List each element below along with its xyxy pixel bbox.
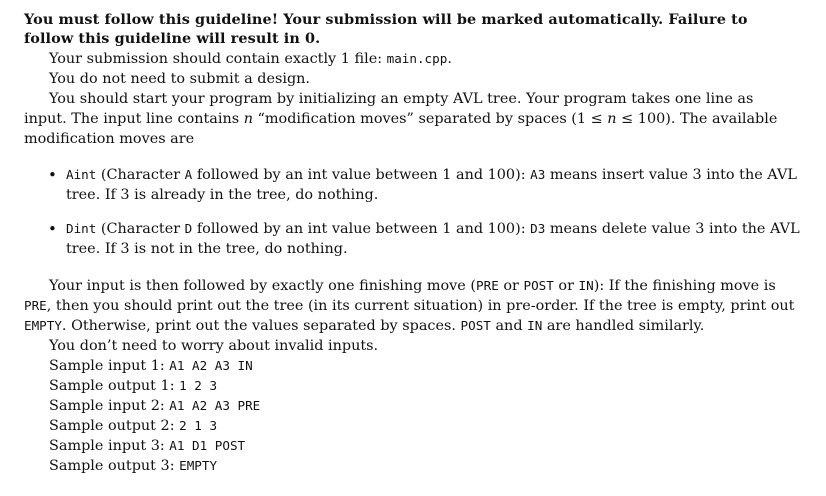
intro-line-3: modification moves are	[24, 131, 195, 147]
code-example: D3	[530, 221, 546, 236]
bullet-text: followed by an int value between 1 and 100):	[192, 221, 531, 237]
bullet-text: means insert value 3 into the AVL	[545, 167, 797, 183]
sample-label: Sample input 1:	[49, 358, 170, 374]
sample-label: Sample output 2:	[49, 418, 180, 434]
sample-output-3	[49, 457, 802, 475]
bullet-dot: •	[48, 166, 57, 184]
sample-label: Sample input 2:	[49, 398, 170, 414]
sample-label: Sample output 3:	[49, 458, 180, 474]
code-aint: Aint	[66, 167, 97, 182]
no-design-line: You do not need to submit a design.	[49, 71, 310, 87]
bullet-insert-line-2: tree. If 3 is already in the tree, do nothing.	[66, 187, 379, 203]
bullet-text: means delete value 3 into the AVL	[545, 221, 800, 237]
bullet-delete-line-2: tree. If 3 is not in the tree, do nothing.	[66, 241, 348, 257]
finishing-line-2	[24, 297, 802, 315]
sample-output-1	[49, 377, 802, 395]
sample-input-3	[49, 437, 802, 455]
bullet-text: (Character	[96, 221, 185, 237]
finishing-line-1	[49, 277, 802, 295]
intro-line-1: You should start your program by initializing an empty AVL tree. Your program takes one line as	[49, 91, 754, 107]
submission-line	[49, 50, 802, 68]
bullet-dot: •	[48, 220, 57, 238]
finishing-text: are handled similarly.	[542, 318, 705, 334]
finishing-text: ): If the finishing move is	[593, 278, 776, 294]
code-in: IN	[578, 278, 594, 293]
finishing-line-3	[24, 317, 802, 335]
bullet-delete-line-1	[66, 220, 802, 238]
finishing-text: and	[490, 318, 528, 334]
sample-value: A1 A2 A3 PRE	[169, 398, 261, 413]
sample-value: 2 1 3	[179, 418, 218, 433]
bullet-insert-line-1	[66, 166, 802, 184]
code-post: POST	[523, 278, 554, 293]
intro-text-b: “modification moves” separated by spaces (1 ≤	[252, 111, 608, 127]
sample-value: EMPTY	[179, 458, 218, 473]
finishing-text: . Otherwise, print out the values separated by spaces.	[61, 318, 461, 334]
code-char: D	[184, 221, 193, 236]
bullet-text: followed by an int value between 1 and 100):	[192, 167, 531, 183]
finishing-text: Your input is then followed by exactly one finishing move (	[49, 278, 477, 294]
intro-text-a: input. The input line contains	[24, 111, 244, 127]
warning-line-1: You must follow this guideline! Your submission will be marked automatically. Failure to	[24, 11, 748, 28]
sample-value: A1 D1 POST	[169, 438, 246, 453]
sample-output-2	[49, 417, 802, 435]
code-empty: EMPTY	[24, 318, 62, 333]
code-char: A	[184, 167, 193, 182]
sample-input-2	[49, 397, 802, 415]
filename-code: main.cpp	[386, 51, 448, 66]
submission-period: .	[447, 51, 452, 67]
finishing-text: or	[498, 278, 524, 294]
invalid-inputs-line: You don’t need to worry about invalid inputs.	[49, 338, 379, 354]
intro-line-2	[24, 110, 802, 128]
submission-text: Your submission should contain exactly 1 file:	[49, 51, 387, 67]
n-variable: n	[607, 111, 617, 127]
sample-label: Sample input 3:	[49, 438, 170, 454]
sample-label: Sample output 1:	[49, 378, 180, 394]
bullet-text: (Character	[96, 167, 185, 183]
sample-value: 1 2 3	[179, 378, 218, 393]
n-variable: n	[243, 111, 253, 127]
code-pre: PRE	[24, 298, 47, 313]
finishing-text: or	[553, 278, 579, 294]
sample-value: A1 A2 A3 IN	[169, 358, 253, 373]
code-in: IN	[527, 318, 543, 333]
code-example: A3	[530, 167, 546, 182]
warning-line-2: follow this guideline will result in 0.	[24, 30, 321, 47]
code-post: POST	[460, 318, 491, 333]
intro-text-c: ≤ 100). The available	[616, 111, 778, 127]
code-pre: PRE	[476, 278, 499, 293]
finishing-text: , then you should print out the tree (in its current situation) in pre-order. If the tree is empty, print out	[46, 298, 795, 314]
sample-input-1	[49, 357, 802, 375]
code-dint: Dint	[66, 221, 97, 236]
